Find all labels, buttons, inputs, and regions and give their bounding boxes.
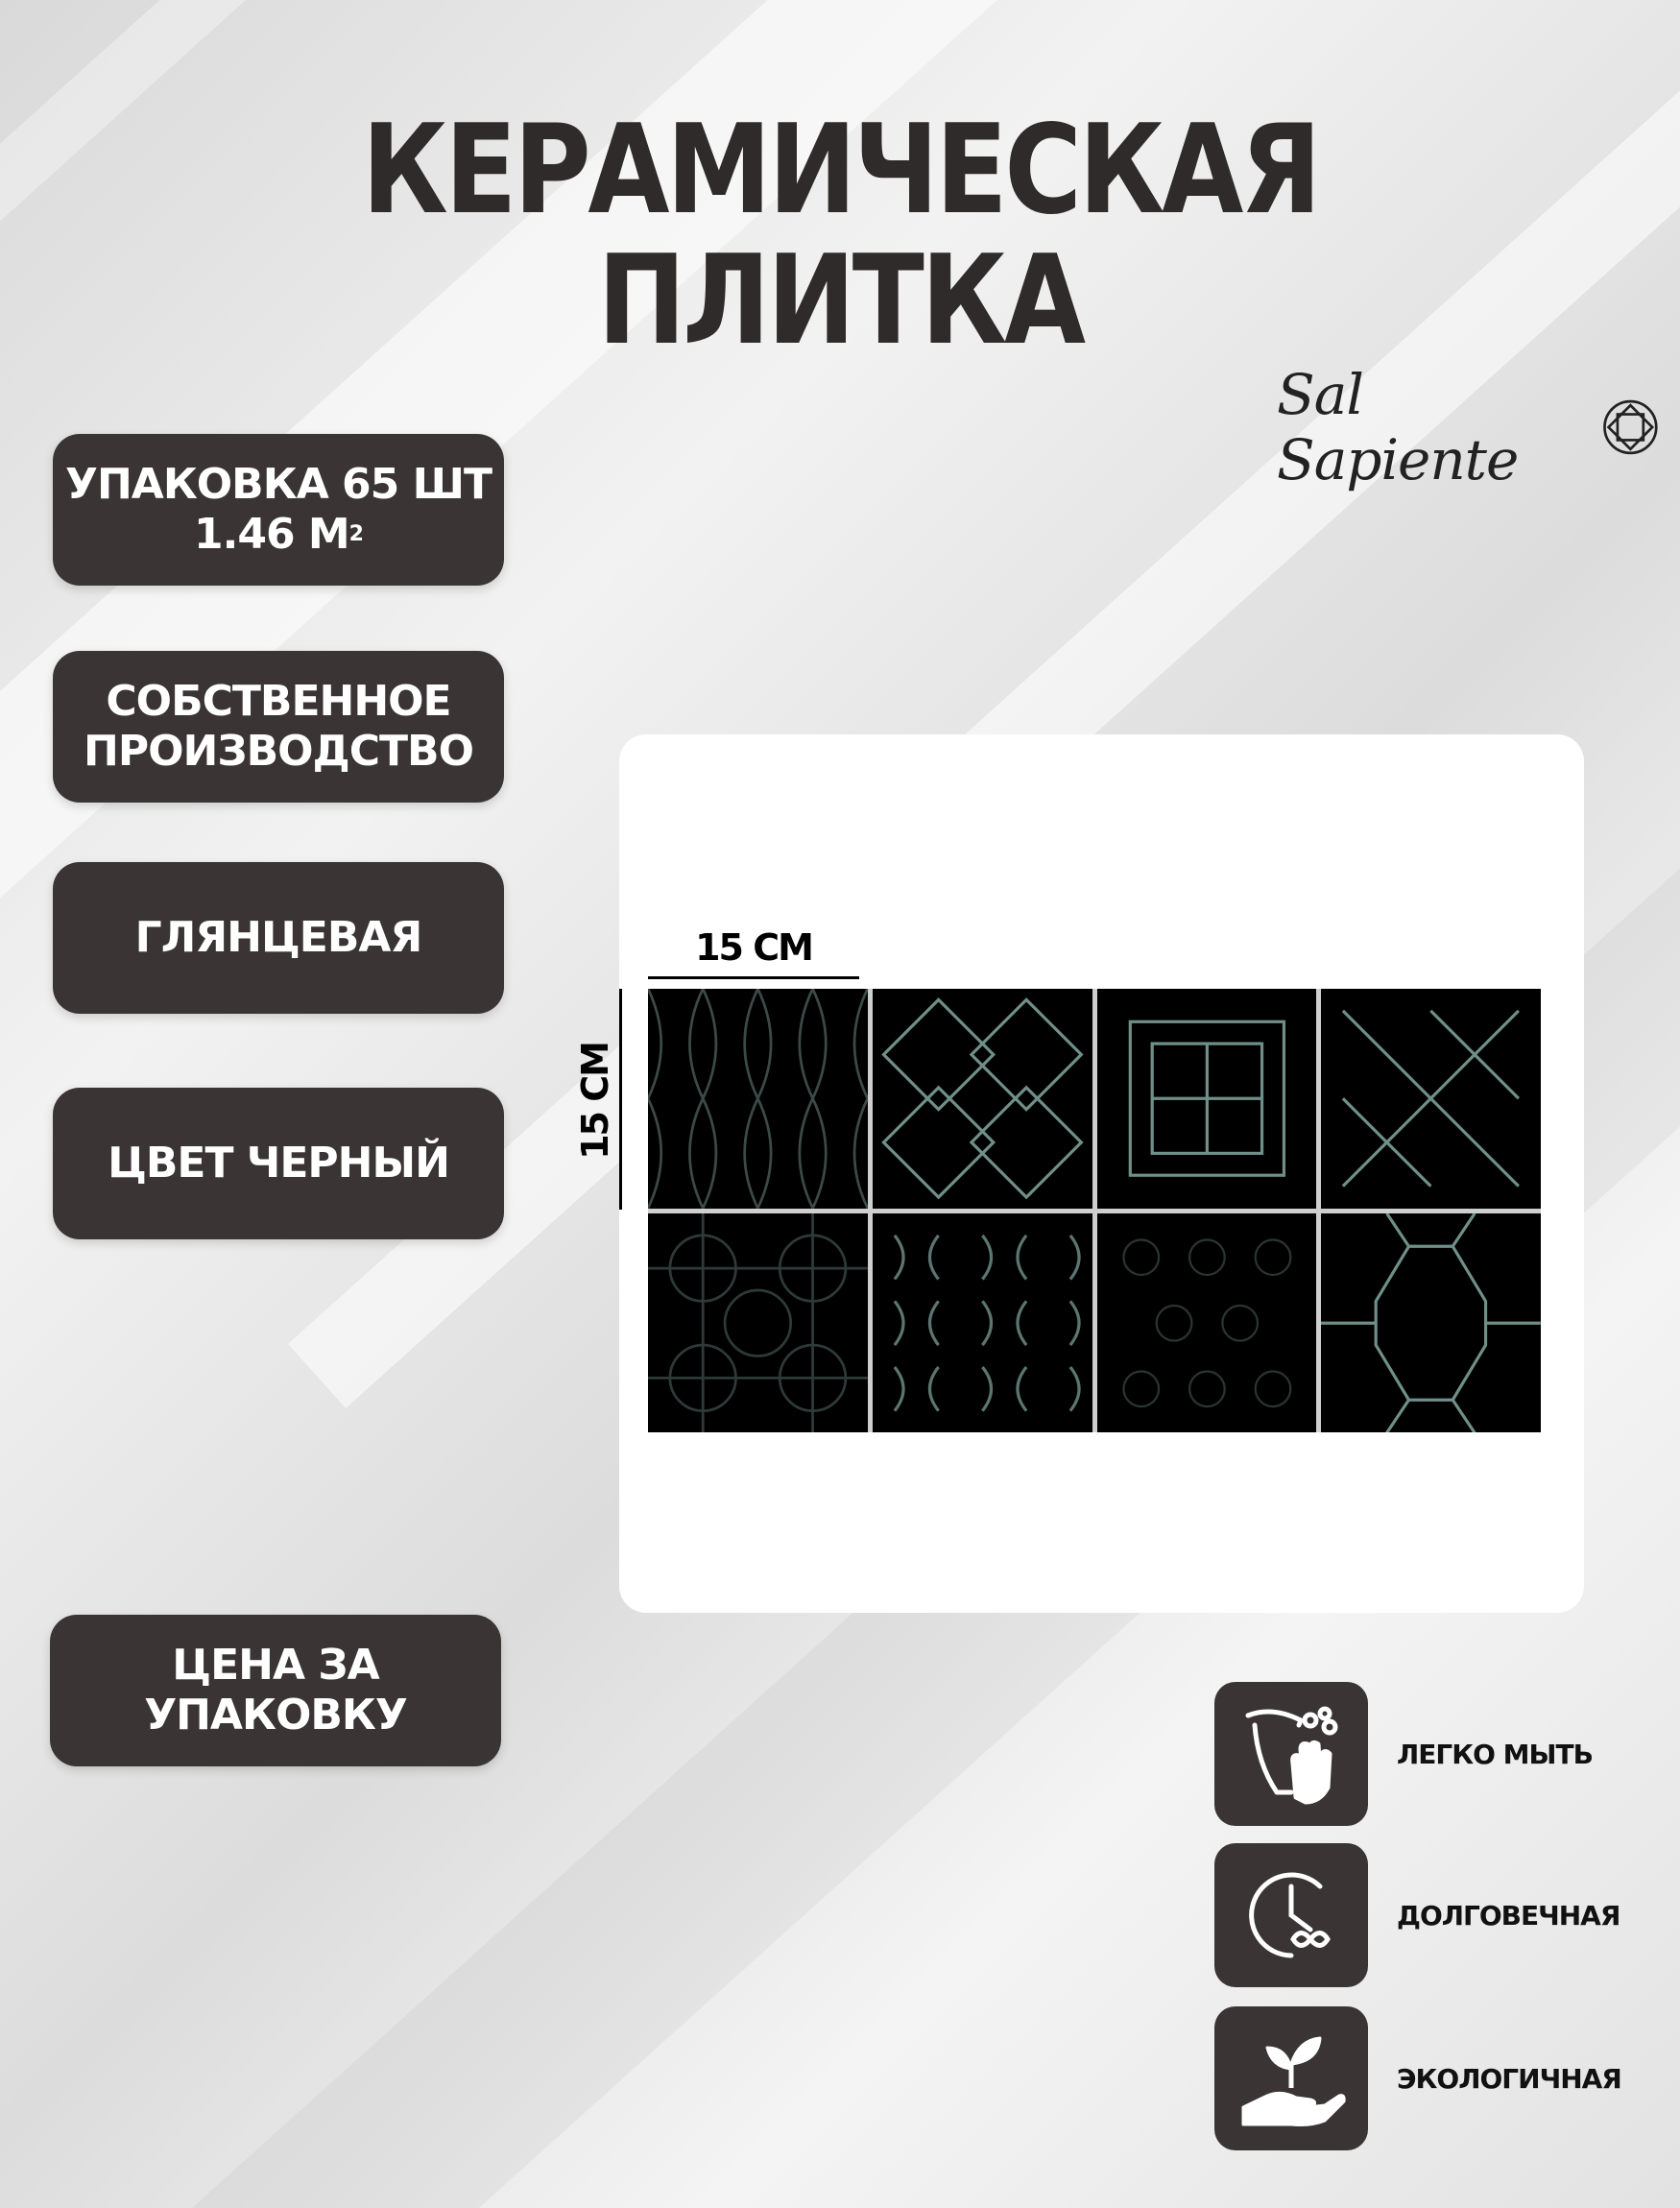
tile-circles: [648, 1213, 868, 1433]
geometric-emblem-icon: [1600, 394, 1661, 461]
tile-squares: [1097, 989, 1317, 1209]
badge-price-line1: ЦЕНА ЗА: [172, 1641, 379, 1690]
width-dimension-label: 15 СМ: [695, 926, 812, 969]
badge-package: [53, 434, 504, 586]
brand-logo: [1277, 362, 1661, 492]
height-dimension: [576, 989, 634, 1210]
width-dimension: [648, 926, 859, 984]
clock-infinity-icon: [1214, 1843, 1368, 1987]
tile-octagons: [1321, 1213, 1541, 1433]
badge-package-line2: 1.46 М: [194, 510, 349, 559]
feature-eco: [1214, 2006, 1646, 2150]
hand-plant-icon: [1214, 2006, 1368, 2150]
badge-production-line1: СОБСТВЕННОЕ: [106, 677, 451, 726]
height-dimension-line: [619, 989, 622, 1210]
feature-easy-wash: [1214, 1682, 1646, 1826]
width-dimension-line: [648, 976, 859, 979]
feature-eco-label: ЭКОЛОГИЧНАЯ: [1397, 2062, 1621, 2095]
title-line-2: ПЛИТКА: [597, 229, 1083, 372]
tile-grid: [648, 989, 1541, 1432]
badge-package-sup: 2: [348, 522, 363, 546]
badge-glossy: [53, 862, 504, 1014]
badge-price-line2: УПАКОВКУ: [144, 1691, 407, 1740]
badge-package-line1: УПАКОВКА 65 ШТ: [65, 460, 492, 509]
product-photo-card: [574, 734, 1584, 1613]
feature-easy-wash-label: ЛЕГКО МЫТЬ: [1397, 1738, 1593, 1770]
page-title: [118, 99, 1563, 372]
washing-hand-icon: [1214, 1682, 1368, 1826]
title-line-1: КЕРАМИЧЕСКАЯ: [361, 99, 1319, 242]
brand-name: Sal Sapiente: [1277, 362, 1519, 492]
tile-diamonds: [873, 989, 1092, 1209]
height-dimension-label: 15 СМ: [574, 1043, 616, 1160]
feature-durable: [1214, 1843, 1646, 1987]
feature-durable-label: ДОЛГОВЕЧНАЯ: [1397, 1899, 1620, 1932]
tile-triangles: [1321, 989, 1541, 1209]
badge-price: [50, 1615, 501, 1766]
badge-production: [53, 651, 504, 803]
badge-production-line2: ПРОИЗВОДСТВО: [84, 727, 473, 776]
tile-dots: [1097, 1213, 1317, 1433]
badge-color: [53, 1088, 504, 1239]
tile-waves: [648, 989, 868, 1209]
tile-arcs: [873, 1213, 1092, 1433]
badge-glossy-label: ГЛЯНЦЕВАЯ: [134, 913, 422, 962]
badge-color-label: ЦВЕТ ЧЕРНЫЙ: [108, 1139, 449, 1188]
